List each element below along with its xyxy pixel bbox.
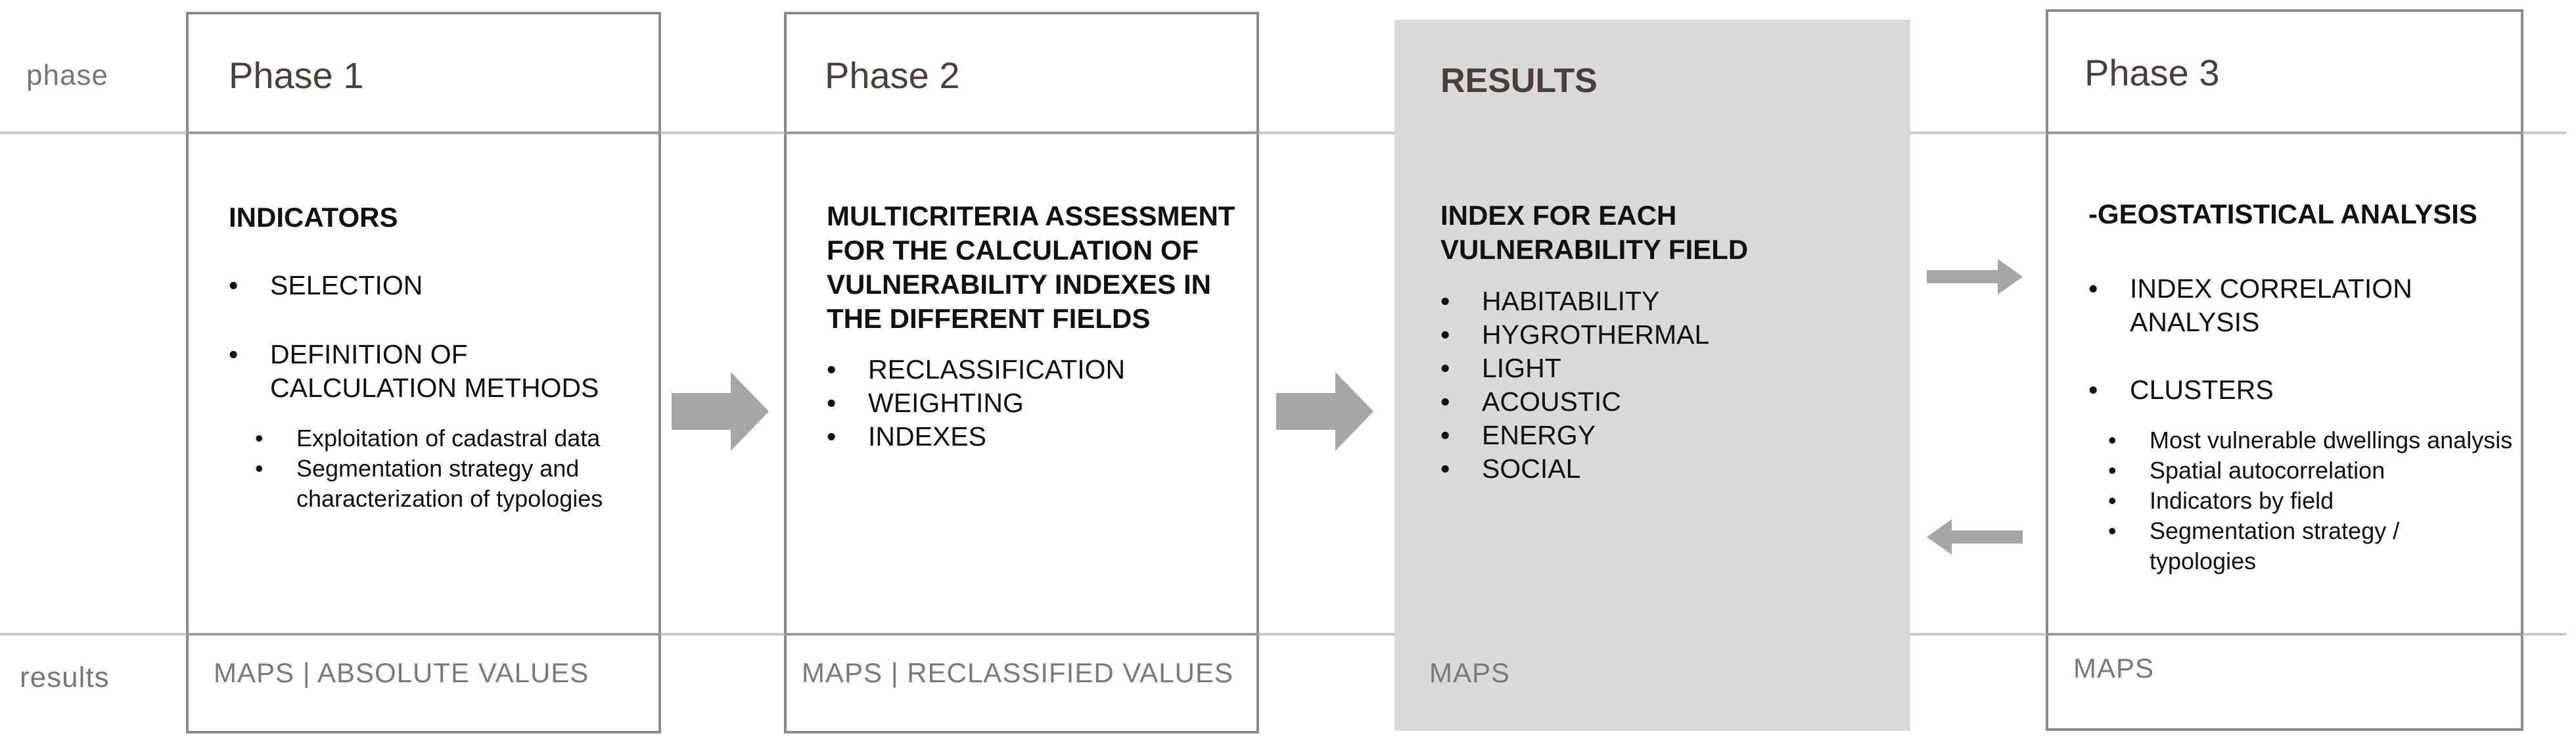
results-list [1440, 285, 1887, 486]
list-item: • CLUSTERS [2088, 373, 2516, 407]
phase2-list [827, 353, 1254, 454]
phase1-heading: INDICATORS [229, 202, 398, 233]
phase1-list [229, 269, 649, 405]
phase1-divider [186, 131, 661, 134]
results-title: RESULTS [1440, 62, 1598, 100]
phase1-sublist [255, 423, 649, 514]
list-item: • DEFINITION OF CALCULATION METHODS [229, 338, 649, 405]
results-content [1440, 198, 1887, 486]
phase2-heading: MULTICRITERIA ASSESSMENT FOR THE CALCULATION OF VULNERABILITY INDEXES IN THE DIFFERENT FIELDS [827, 200, 1235, 334]
list-item: • LIGHT [1440, 352, 1887, 385]
phase3-divider [2046, 131, 2523, 134]
phase1-content [229, 200, 649, 514]
phase3-content [2088, 197, 2516, 576]
list-item: • INDEX CORRELATION ANALYSIS [2088, 272, 2439, 339]
phase2-divider-bottom [784, 633, 1259, 636]
phase2-result: MAPS | RECLASSIFIED VALUES [802, 657, 1233, 688]
list-subitem: • Segmentation strategy and characterization of typologies [255, 454, 649, 514]
list-item: • SELECTION [229, 269, 649, 302]
phase1-result: MAPS | ABSOLUTE VALUES [214, 657, 589, 688]
list-item: • ENERGY [1440, 419, 1887, 452]
phase2-divider [784, 131, 1259, 134]
list-subitem: • Exploitation of cadastral data [255, 423, 649, 454]
list-subitem: • Indicators by field [2108, 486, 2516, 516]
list-item: • HABITABILITY [1440, 285, 1887, 318]
list-subitem: • Segmentation strategy / typologies [2108, 516, 2465, 576]
results-row-label: results [20, 661, 110, 693]
list-item: • HYGROTHERMAL [1440, 318, 1887, 352]
list-item: • RECLASSIFICATION [827, 353, 1254, 386]
arrow-right-icon [1927, 259, 2023, 294]
phase3-list [2088, 272, 2516, 407]
phase-row-label: phase [26, 59, 108, 91]
list-item: • INDEXES [827, 420, 1254, 454]
phase3-divider-bottom [2046, 633, 2523, 636]
list-item: • ACOUSTIC [1440, 385, 1887, 419]
results-heading: INDEX FOR EACH VULNERABILITY FIELD [1440, 200, 1749, 265]
results-result: MAPS [1429, 657, 1511, 688]
arrow-right-icon [672, 372, 769, 451]
list-subitem: • Most vulnerable dwellings analysis [2108, 425, 2516, 455]
list-item: • SOCIAL [1440, 452, 1887, 486]
phase3-result: MAPS [2073, 653, 2155, 684]
list-subitem: • Spatial autocorrelation [2108, 455, 2516, 486]
phase3-sublist [2108, 425, 2516, 576]
list-item: • WEIGHTING [827, 386, 1254, 420]
phase2-content [827, 199, 1254, 454]
phase3-heading: -GEOSTATISTICAL ANALYSIS [2088, 198, 2477, 229]
phase3-title: Phase 3 [2084, 52, 2220, 93]
arrow-right-icon [1276, 372, 1373, 451]
arrow-left-icon [1927, 519, 2023, 555]
phase2-title: Phase 2 [825, 55, 960, 96]
phase1-title: Phase 1 [229, 55, 364, 96]
phase1-divider-bottom [186, 633, 661, 636]
